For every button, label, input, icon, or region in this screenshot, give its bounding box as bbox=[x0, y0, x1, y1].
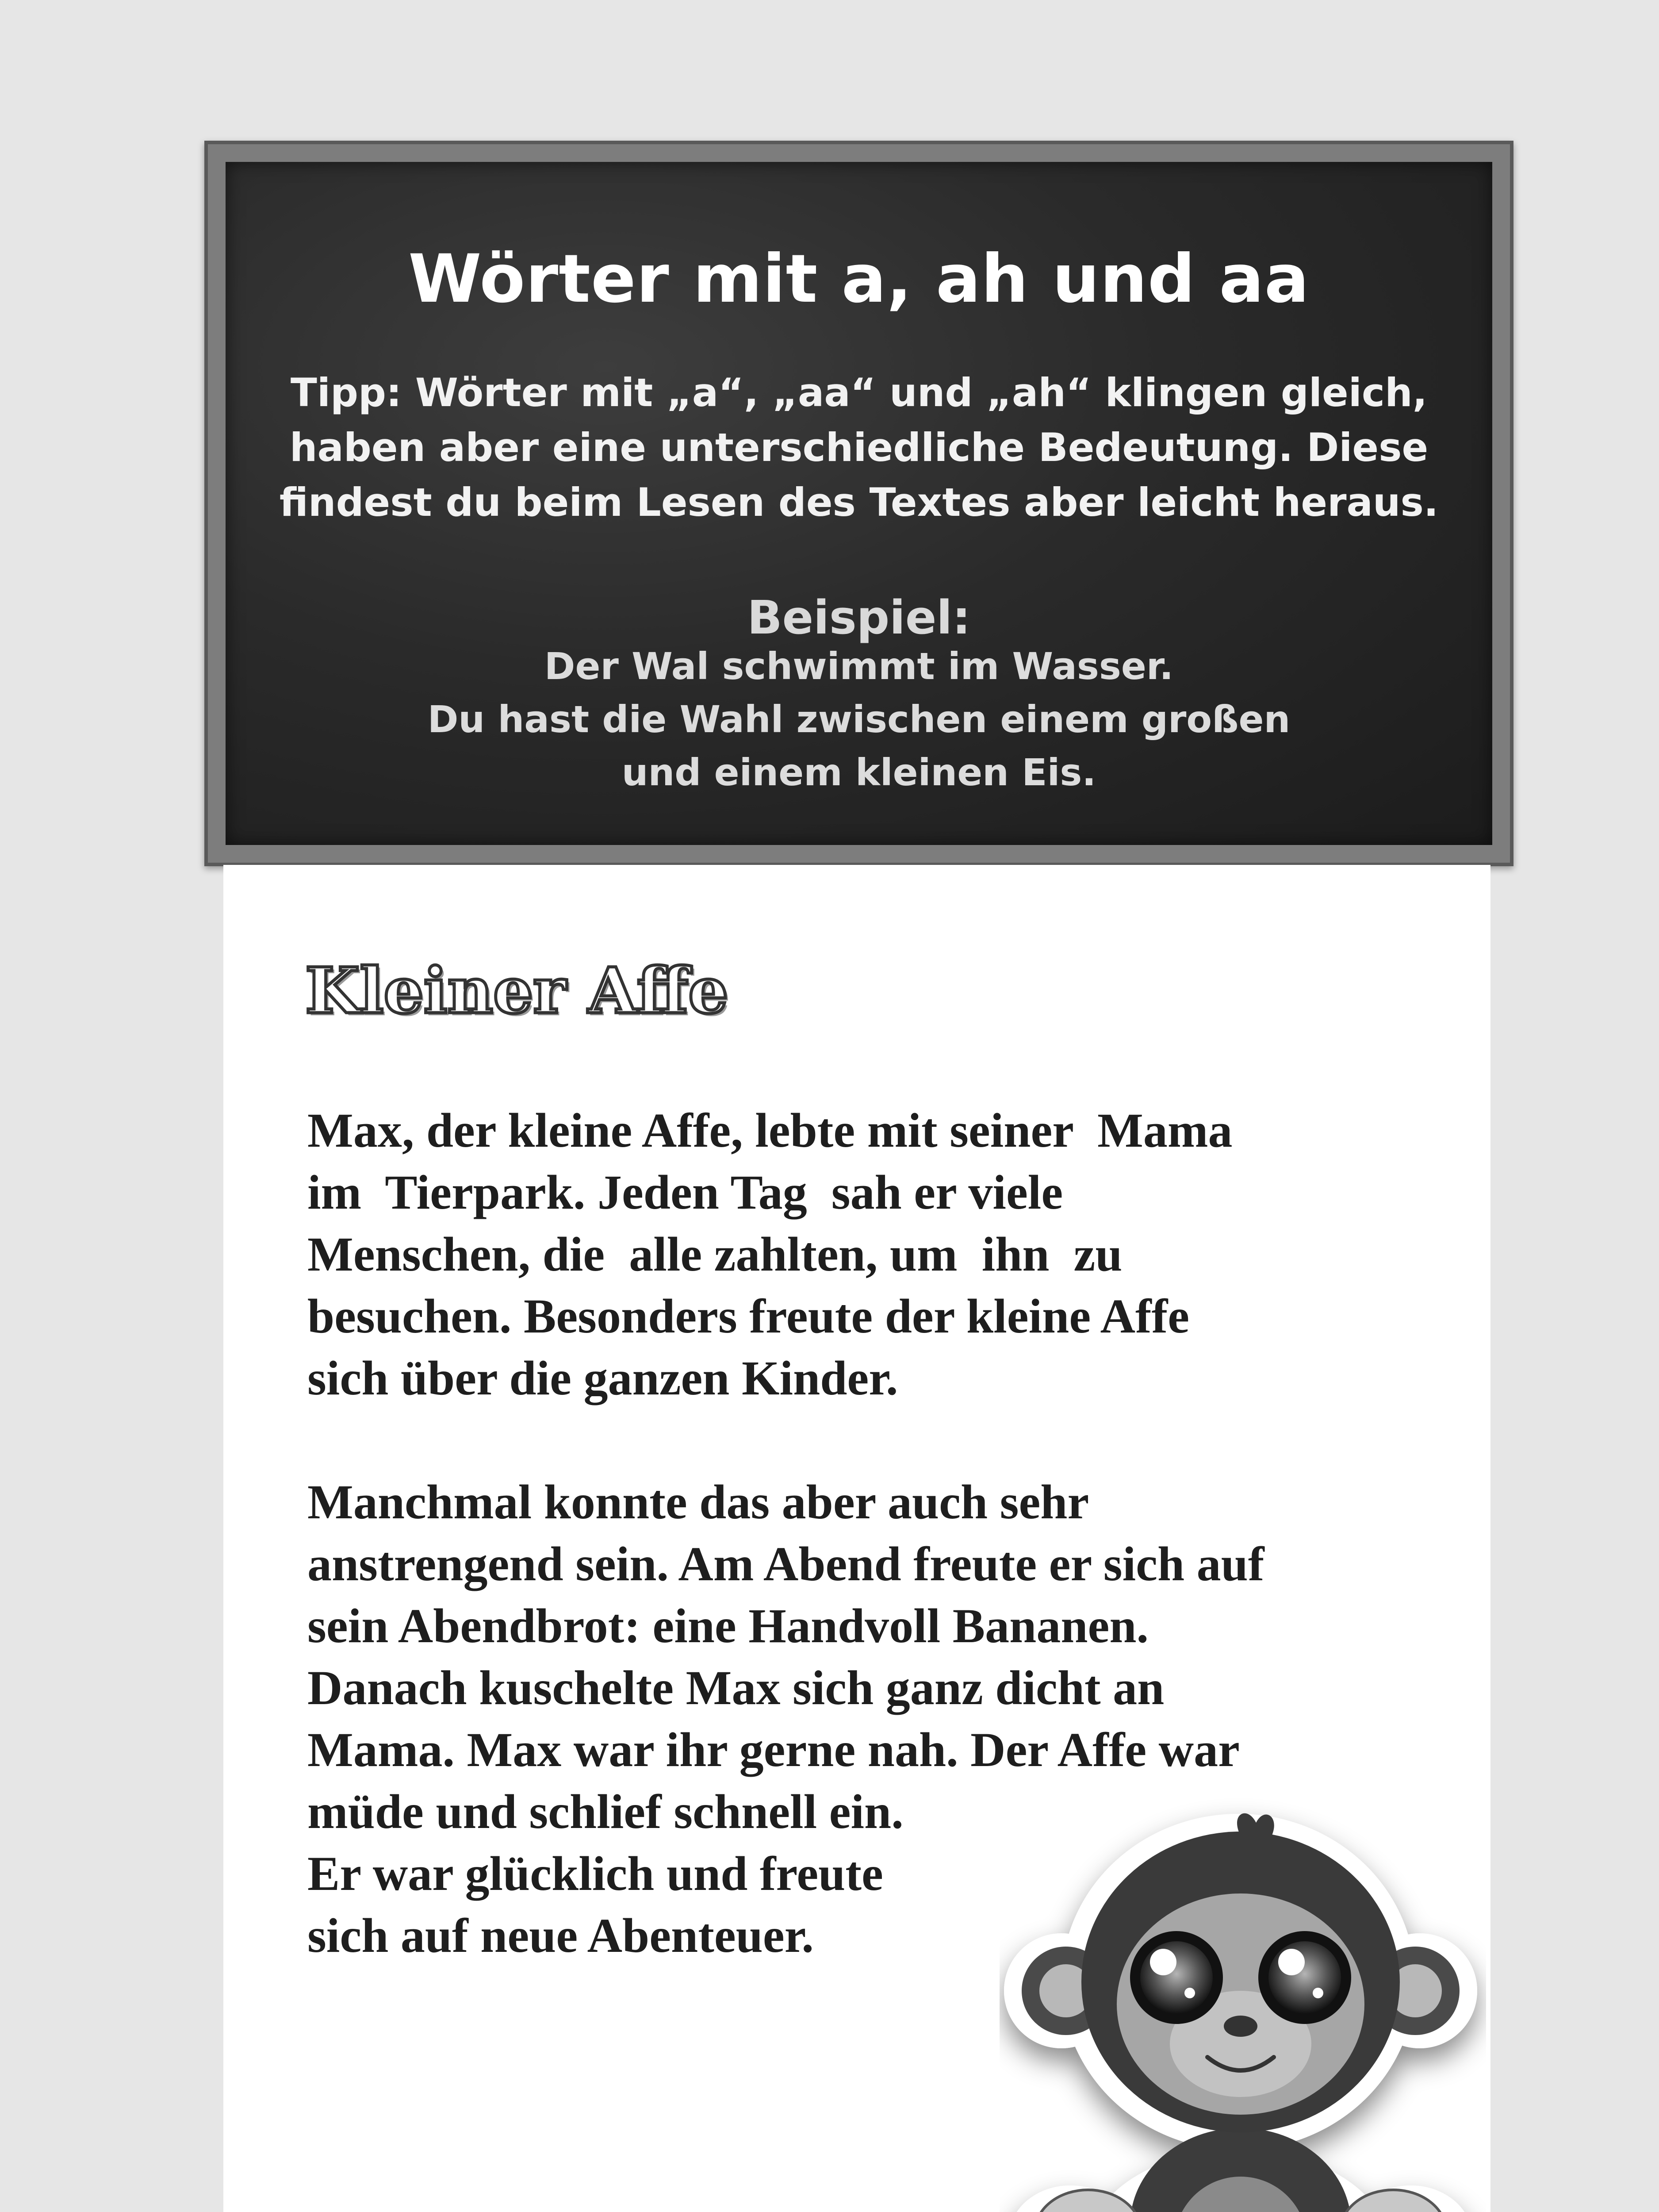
story-line: im Tierpark. Jeden Tag sah er viele bbox=[307, 1165, 1063, 1219]
chalkboard-surface bbox=[226, 162, 1492, 845]
story-line: anstrengend sein. Am Abend freute er sich auf bbox=[307, 1537, 1264, 1591]
story-line: Menschen, die alle zahlten, um ihn zu bbox=[307, 1227, 1123, 1281]
board-example-line: Der Wal schwimmt im Wasser. bbox=[544, 645, 1174, 688]
story-line: sein Abendbrot: eine Handvoll Bananen. bbox=[307, 1599, 1149, 1653]
monkey-illustration bbox=[1000, 1796, 1486, 2212]
chalkboard bbox=[204, 141, 1513, 866]
board-example-line: Du hast die Wahl zwischen einem großen bbox=[427, 698, 1291, 741]
story-line: Danach kuschelte Max sich ganz dicht an bbox=[307, 1661, 1165, 1715]
paragraph-gap bbox=[307, 1409, 1264, 1471]
story-line: besuchen. Besonders freute der kleine Affe bbox=[307, 1289, 1190, 1343]
board-tip-line: findest du beim Lesen des Textes aber leicht heraus. bbox=[279, 480, 1439, 525]
board-example-title: Beispiel: bbox=[747, 591, 971, 645]
story-line: sich auf neue Abenteuer. bbox=[307, 1909, 814, 1962]
story-line: Mama. Max war ihr gerne nah. Der Affe war bbox=[307, 1723, 1240, 1777]
board-tip-line: haben aber eine unterschiedliche Bedeutung. Diese bbox=[289, 425, 1429, 470]
board-tip bbox=[226, 365, 1492, 530]
board-tip-line: Tipp: Wörter mit „a“, „aa“ und „ah“ klingen gleich, bbox=[290, 370, 1428, 415]
board-title: Wörter mit a, ah und aa bbox=[408, 241, 1310, 318]
story-line: müde und schlief schnell ein. bbox=[307, 1785, 904, 1839]
story-line: Er war glücklich und freute bbox=[307, 1847, 883, 1901]
story-line: Max, der kleine Affe, lebte mit seiner Mama bbox=[307, 1103, 1233, 1157]
story-line: sich über die ganzen Kinder. bbox=[307, 1351, 898, 1405]
story-title: Kleiner Affe bbox=[305, 954, 728, 1028]
board-example bbox=[226, 640, 1492, 799]
board-example-line: und einem kleinen Eis. bbox=[621, 751, 1096, 794]
story-line: Manchmal konnte das aber auch sehr bbox=[307, 1475, 1089, 1529]
